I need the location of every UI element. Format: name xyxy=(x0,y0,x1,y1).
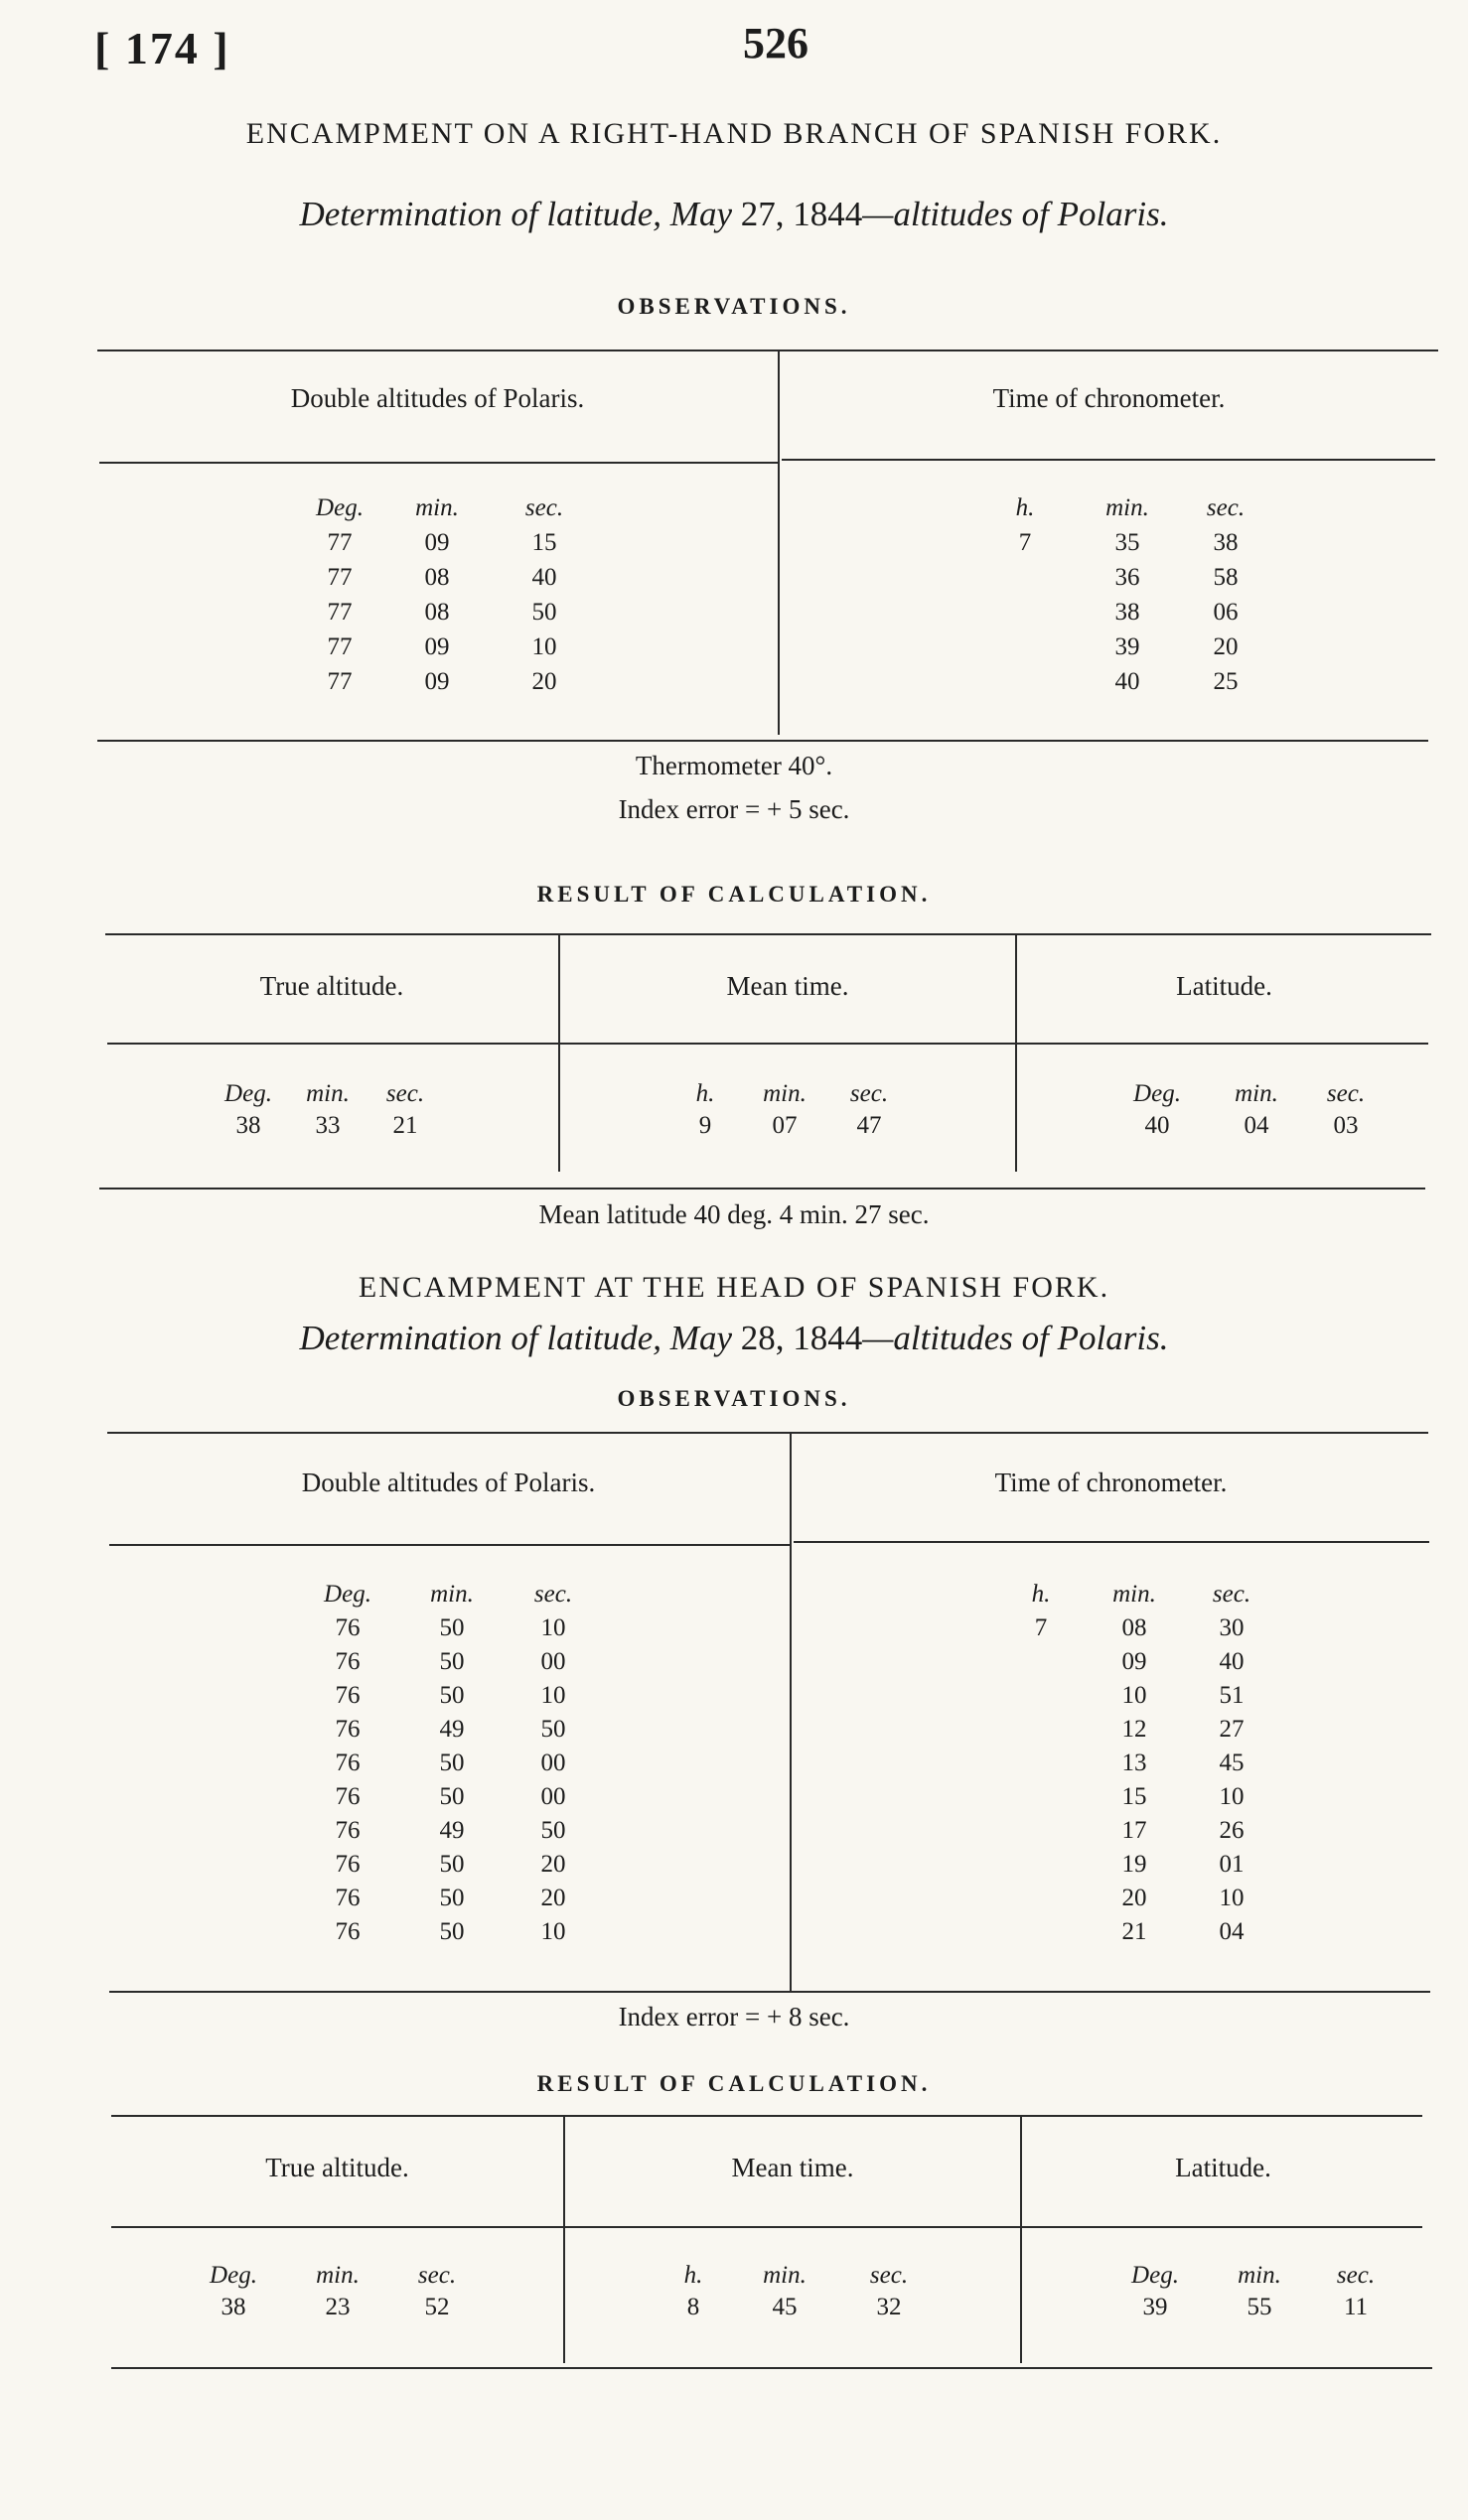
s2-time-cell: 20 xyxy=(1121,1885,1147,1911)
s1-altitude-cell: 77 xyxy=(327,633,353,660)
section2-subtitle-date: 28, 1844 xyxy=(740,1319,863,1357)
section1-subtitle-c: —altitudes of Polaris. xyxy=(862,195,1169,233)
s1-altitude-cell: 09 xyxy=(424,633,450,660)
s1-result-unit-label: sec. xyxy=(849,1080,889,1107)
s2-time-cell: 40 xyxy=(1219,1648,1245,1675)
s2-altitude-unit-label: min. xyxy=(430,1581,474,1608)
s1-obs-head-rule-left xyxy=(99,462,778,464)
s1-time-cell: 39 xyxy=(1114,633,1140,660)
s1-time-cell: 20 xyxy=(1213,633,1239,660)
s2-altitude-cell: 00 xyxy=(540,1648,566,1675)
s1-altitude-cell: 15 xyxy=(531,529,557,556)
section1-title: ENCAMPMENT ON A RIGHT-HAND BRANCH OF SPANISH FORK. xyxy=(245,117,1223,150)
s2-time-cell: 13 xyxy=(1121,1750,1147,1776)
s2-result-unit-label: Deg. xyxy=(210,2262,257,2289)
s1-altitude-unit-label: min. xyxy=(415,494,459,521)
s1-result-cell: 9 xyxy=(698,1112,712,1139)
s2-result-head-meantime: Mean time. xyxy=(731,2153,854,2182)
s1-mean-latitude: Mean latitude 40 deg. 4 min. 27 sec. xyxy=(538,1199,930,1229)
s1-result-head-latitude: Latitude. xyxy=(1176,971,1272,1001)
s1-time-unit-label: h. xyxy=(1015,494,1035,521)
s1-result-cell: 07 xyxy=(772,1112,798,1139)
page-bracket-reference: [ 174 ] xyxy=(94,23,230,73)
s2-result-cell: 45 xyxy=(772,2294,798,2320)
s2-altitude-unit-label: sec. xyxy=(533,1581,573,1608)
s2-altitude-cell: 50 xyxy=(540,1817,566,1844)
s2-result-cell: 39 xyxy=(1142,2294,1168,2320)
s2-time-cell: 27 xyxy=(1219,1716,1245,1743)
s2-time-cell: 10 xyxy=(1219,1783,1245,1810)
s2-time-cell: 45 xyxy=(1219,1750,1245,1776)
s1-col-head-time: Time of chronometer. xyxy=(992,383,1226,413)
s2-col-head-time: Time of chronometer. xyxy=(994,1468,1228,1497)
s1-result-label: RESULT OF CALCULATION. xyxy=(536,882,932,907)
s1-result-cell: 38 xyxy=(235,1112,261,1139)
s1-altitude-cell: 77 xyxy=(327,668,353,695)
s1-result-bottom-rule xyxy=(99,1188,1425,1190)
s1-time-unit-label: min. xyxy=(1105,494,1149,521)
s1-altitude-cell: 08 xyxy=(424,564,450,591)
s2-altitude-cell: 10 xyxy=(540,1614,566,1641)
s1-time-cell: 38 xyxy=(1213,529,1239,556)
s2-time-cell: 17 xyxy=(1121,1817,1147,1844)
s1-altitude-cell: 40 xyxy=(531,564,557,591)
s2-altitude-cell: 49 xyxy=(439,1716,465,1743)
s2-altitude-cell: 20 xyxy=(540,1851,566,1878)
s2-altitude-unit-label: Deg. xyxy=(324,1581,371,1608)
s2-altitude-cell: 50 xyxy=(439,1682,465,1709)
s2-result-cell: 55 xyxy=(1247,2294,1272,2320)
s1-time-cell: 06 xyxy=(1213,599,1239,626)
s2-time-cell: 19 xyxy=(1121,1851,1147,1878)
s1-obs-head-rule-right xyxy=(782,459,1435,461)
s2-col-head-altitudes: Double altitudes of Polaris. xyxy=(301,1468,596,1497)
s1-result-head-meantime: Mean time. xyxy=(726,971,849,1001)
s1-result-divider-2 xyxy=(1015,933,1017,1172)
s2-obs-head-rule-right xyxy=(794,1541,1429,1543)
section2-subtitle-c: —altitudes of Polaris. xyxy=(862,1319,1169,1357)
s1-altitude-cell: 10 xyxy=(531,633,557,660)
s2-time-cell: 09 xyxy=(1121,1648,1147,1675)
s2-result-unit-label: min. xyxy=(316,2262,360,2289)
s2-obs-top-rule xyxy=(107,1432,1428,1434)
s2-result-cell: 11 xyxy=(1343,2294,1369,2320)
s2-time-unit-label: min. xyxy=(1112,1581,1156,1608)
s2-altitude-cell: 49 xyxy=(439,1817,465,1844)
s2-time-cell: 51 xyxy=(1219,1682,1245,1709)
s2-result-label: RESULT OF CALCULATION. xyxy=(536,2071,932,2096)
s1-altitude-cell: 09 xyxy=(424,668,450,695)
s2-altitude-cell: 50 xyxy=(439,1614,465,1641)
s1-time-cell: 25 xyxy=(1213,668,1239,695)
s1-index-error: Index error = + 5 sec. xyxy=(618,794,850,824)
s1-col-head-altitudes: Double altitudes of Polaris. xyxy=(290,383,585,413)
s1-result-head-altitude: True altitude. xyxy=(259,971,404,1001)
section2-subtitle-a: Determination of latitude, May xyxy=(299,1319,732,1357)
s2-altitude-cell: 50 xyxy=(439,1851,465,1878)
s2-time-cell: 10 xyxy=(1219,1885,1245,1911)
s2-result-bottom-rule xyxy=(111,2367,1432,2369)
s2-time-cell: 21 xyxy=(1121,1918,1147,1945)
s2-altitude-cell: 50 xyxy=(439,1648,465,1675)
s2-altitude-cell: 76 xyxy=(335,1648,361,1675)
s2-result-cell: 38 xyxy=(220,2294,246,2320)
s1-result-divider-1 xyxy=(558,933,560,1172)
s2-altitude-cell: 50 xyxy=(540,1716,566,1743)
s1-altitude-unit-label: sec. xyxy=(524,494,564,521)
s2-result-top-rule xyxy=(111,2115,1422,2117)
page-number: 526 xyxy=(743,19,808,68)
s1-altitude-cell: 20 xyxy=(531,668,557,695)
s1-result-unit-label: min. xyxy=(306,1080,350,1107)
s2-result-unit-label: sec. xyxy=(1336,2262,1376,2289)
s2-time-cell: 01 xyxy=(1219,1851,1245,1878)
s1-result-top-rule xyxy=(105,933,1431,935)
s2-time-cell: 08 xyxy=(1121,1614,1147,1641)
s1-obs-bottom-rule xyxy=(97,740,1428,742)
s2-time-cell: 04 xyxy=(1219,1918,1245,1945)
s1-result-cell: 47 xyxy=(856,1112,882,1139)
section1-subtitle xyxy=(0,195,1468,234)
section2-observations-label: OBSERVATIONS. xyxy=(617,1386,851,1411)
s2-result-unit-label: Deg. xyxy=(1131,2262,1179,2289)
s2-altitude-cell: 76 xyxy=(335,1783,361,1810)
s1-obs-top-rule xyxy=(97,350,1438,351)
s2-time-cell: 12 xyxy=(1121,1716,1147,1743)
s2-result-cell: 23 xyxy=(325,2294,351,2320)
s1-time-cell: 36 xyxy=(1114,564,1140,591)
s1-result-unit-label: min. xyxy=(763,1080,807,1107)
s1-result-cell: 40 xyxy=(1144,1112,1170,1139)
s1-time-cell: 40 xyxy=(1114,668,1140,695)
s2-altitude-cell: 00 xyxy=(540,1783,566,1810)
section2-subtitle xyxy=(0,1319,1468,1358)
s1-time-cell: 7 xyxy=(1018,529,1032,556)
s1-altitude-cell: 77 xyxy=(327,564,353,591)
s2-altitude-cell: 00 xyxy=(540,1750,566,1776)
s2-obs-head-rule-left xyxy=(109,1544,790,1546)
s1-result-head-rule xyxy=(107,1043,1428,1045)
s2-time-unit-label: sec. xyxy=(1212,1581,1251,1608)
s2-result-unit-label: sec. xyxy=(417,2262,457,2289)
s2-altitude-cell: 76 xyxy=(335,1851,361,1878)
s1-altitude-unit-label: Deg. xyxy=(316,494,364,521)
s2-obs-bottom-rule xyxy=(109,1991,1430,1993)
s1-result-unit-label: h. xyxy=(695,1080,715,1107)
s2-altitude-cell: 50 xyxy=(439,1885,465,1911)
s1-result-cell: 04 xyxy=(1244,1112,1269,1139)
s1-result-unit-label: Deg. xyxy=(1133,1080,1181,1107)
s2-time-cell: 15 xyxy=(1121,1783,1147,1810)
s2-result-unit-label: sec. xyxy=(869,2262,909,2289)
s2-altitude-cell: 50 xyxy=(439,1783,465,1810)
s2-time-cell: 30 xyxy=(1219,1614,1245,1641)
s1-thermometer: Thermometer 40°. xyxy=(635,751,833,780)
s1-time-unit-label: sec. xyxy=(1206,494,1246,521)
s1-result-unit-label: min. xyxy=(1235,1080,1278,1107)
section1-subtitle-a: Determination of latitude, May xyxy=(299,195,732,233)
s1-result-cell: 33 xyxy=(315,1112,341,1139)
s2-obs-column-divider xyxy=(790,1432,792,1993)
s1-result-cell: 21 xyxy=(392,1112,418,1139)
s2-result-unit-label: min. xyxy=(1238,2262,1281,2289)
s2-altitude-cell: 76 xyxy=(335,1716,361,1743)
s2-time-unit-label: h. xyxy=(1031,1581,1051,1608)
s2-altitude-cell: 76 xyxy=(335,1885,361,1911)
s2-altitude-cell: 10 xyxy=(540,1682,566,1709)
s2-result-cell: 52 xyxy=(424,2294,450,2320)
s1-altitude-cell: 50 xyxy=(531,599,557,626)
s1-result-cell: 03 xyxy=(1333,1112,1359,1139)
s2-altitude-cell: 76 xyxy=(335,1750,361,1776)
s2-result-cell: 8 xyxy=(686,2294,700,2320)
s1-altitude-cell: 08 xyxy=(424,599,450,626)
s1-altitude-cell: 77 xyxy=(327,529,353,556)
s1-time-cell: 58 xyxy=(1213,564,1239,591)
s1-result-unit-label: sec. xyxy=(385,1080,425,1107)
s2-result-head-altitude: True altitude. xyxy=(265,2153,409,2182)
s1-time-cell: 35 xyxy=(1114,529,1140,556)
s2-altitude-cell: 76 xyxy=(335,1682,361,1709)
s2-time-cell: 7 xyxy=(1034,1614,1048,1641)
s1-result-unit-label: sec. xyxy=(1326,1080,1366,1107)
section1-observations-label: OBSERVATIONS. xyxy=(617,294,851,319)
s2-altitude-cell: 20 xyxy=(540,1885,566,1911)
s2-altitude-cell: 76 xyxy=(335,1614,361,1641)
s2-time-cell: 10 xyxy=(1121,1682,1147,1709)
s2-index-error: Index error = + 8 sec. xyxy=(618,2002,850,2031)
s1-result-unit-label: Deg. xyxy=(224,1080,272,1107)
s2-result-head-latitude: Latitude. xyxy=(1175,2153,1271,2182)
s1-altitude-cell: 77 xyxy=(327,599,353,626)
s2-result-cell: 32 xyxy=(876,2294,902,2320)
section1-subtitle-date: 27, 1844 xyxy=(740,195,863,233)
s2-result-unit-label: min. xyxy=(763,2262,807,2289)
s2-altitude-cell: 50 xyxy=(439,1918,465,1945)
s2-result-unit-label: h. xyxy=(683,2262,703,2289)
section2-title: ENCAMPMENT AT THE HEAD OF SPANISH FORK. xyxy=(358,1271,1110,1304)
s2-altitude-cell: 10 xyxy=(540,1918,566,1945)
s2-altitude-cell: 76 xyxy=(335,1817,361,1844)
s1-time-cell: 38 xyxy=(1114,599,1140,626)
s2-result-head-rule xyxy=(111,2226,1422,2228)
s2-altitude-cell: 76 xyxy=(335,1918,361,1945)
s2-altitude-cell: 50 xyxy=(439,1750,465,1776)
s2-time-cell: 26 xyxy=(1219,1817,1245,1844)
s1-altitude-cell: 09 xyxy=(424,529,450,556)
